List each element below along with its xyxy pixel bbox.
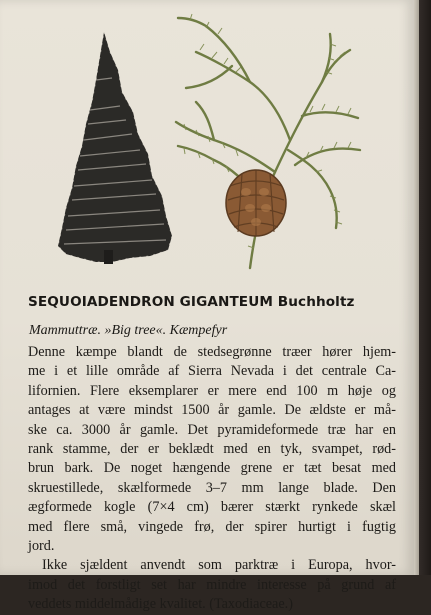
text-line: rank stamme, der er beklædt med en tyk, svampet, rød- <box>28 441 396 458</box>
species-title: SEQUOIADENDRON GIGANTEUM Buchholtz <box>28 294 355 310</box>
common-names: Mammuttræ. »Big tree«. Kæmpefyr <box>29 323 228 338</box>
text-line: imod det forstligt set har mindre interesse på grund af <box>28 576 396 593</box>
text-line: skruestillede, skælformede 3–7 mm lange blade. Den <box>28 479 396 496</box>
sequoia-cone <box>226 170 286 236</box>
text-line: veddets middelmådige kvalitet. (Taxodiaceae.) <box>28 596 293 613</box>
book-edge <box>414 0 431 575</box>
text-line: Ikke sjældent anvendt som parktræ i Europa, hvor- <box>42 557 396 574</box>
text-line: ægformede kogle (7×4 cm) bærer stærkt rynkede skæl <box>28 499 396 516</box>
description-text <box>28 343 396 615</box>
tree-silhouette <box>58 32 172 264</box>
text-line: me i et lille område af Sierra Nevada i det centrale Ca- <box>28 363 396 380</box>
text-line: ske ca. 3000 år gamle. Det pyramideformede træ har en <box>28 421 396 438</box>
text-line: jord. <box>28 538 55 555</box>
text-line: brun bark. De noget hængende grene er tæt besat med <box>28 460 396 477</box>
sequoia-illustration <box>0 0 414 290</box>
text-line: med flere små, vingede frø, der spirer hurtigt i fugtig <box>28 518 396 535</box>
text-line: lifornien. Flere eksemplarer er mere end 100 m høje og <box>28 382 396 399</box>
text-line: antages at være mindst 1500 år gamle. De ældste er må- <box>28 402 396 419</box>
text-line: Denne kæmpe blandt de stedsegrønne træer hører hjem- <box>28 344 396 360</box>
page-stack <box>414 0 419 575</box>
